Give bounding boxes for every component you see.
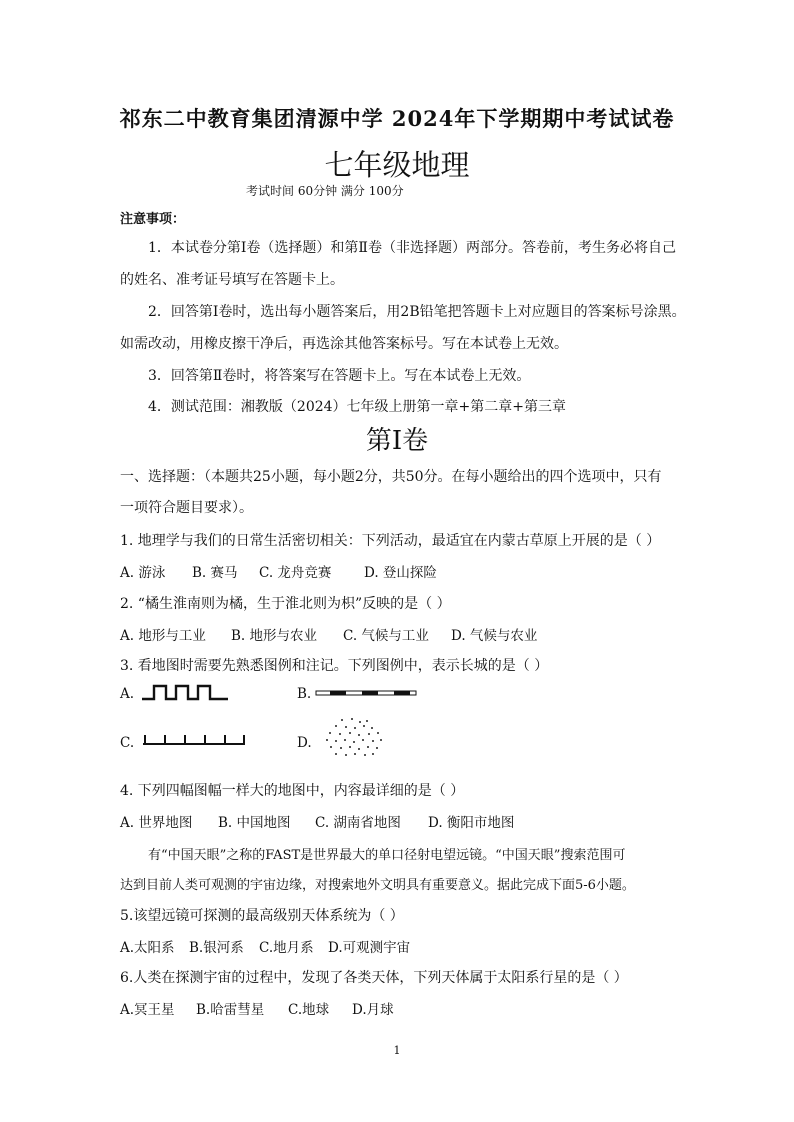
page-number: 1 bbox=[393, 1044, 401, 1057]
question-2-stem: 2. “橘生淮南则为橘，生于淮北则为枳”反映的是（ ） bbox=[120, 596, 451, 612]
exam-title: 祁东二中教育集团清源中学 2024年下学期期中考试试卷 bbox=[119, 106, 675, 131]
question-1-stem: 1. 地理学与我们的日常生活密切相关：下列活动，最适宜在内蒙古草原上开展的是（ ） bbox=[120, 533, 661, 549]
notice-line-4: 如需改动，用橡皮擦干净后，再选涂其他答案标号。写在本试卷上无效。 bbox=[120, 336, 568, 352]
question-2-option-a: A. 地形与工业 bbox=[120, 628, 206, 644]
question-2-option-d: D. 气候与农业 bbox=[451, 628, 538, 644]
question-2-option-c: C. 气候与工业 bbox=[343, 628, 429, 644]
notice-line-5: 3．回答第Ⅱ卷时，将答案写在答题卡上。写在本试卷上无效。 bbox=[148, 368, 531, 384]
exam-info: 考试时间 60分钟 满分 100分 bbox=[246, 184, 404, 198]
question-4-option-b: B. 中国地图 bbox=[218, 815, 291, 831]
question-3-option-a: A. bbox=[120, 686, 135, 702]
notice-heading: 注意事项： bbox=[120, 212, 186, 227]
section-intro-line-1: 一、选择题：（本题共25小题，每小题2分，共50分。在每小题给出的四个选项中，只有 bbox=[120, 469, 662, 485]
question-1-option-c: C. 龙舟竞赛 bbox=[259, 565, 332, 581]
passage-line-2: 达到目前人类可观测的宇宙边缘，对搜索地外文明具有重要意义。据此完成下面5-6小题。 bbox=[120, 878, 635, 893]
notice-line-1: 1．本试卷分第Ⅰ卷（选择题）和第Ⅱ卷（非选择题）两部分。答卷前，考生务必将自己 bbox=[148, 240, 676, 256]
question-1-option-b: B. 赛马 bbox=[192, 565, 238, 581]
question-3-option-b: B. bbox=[297, 686, 312, 702]
question-3-stem: 3. 看地图时需要先熟悉图例和注记。下列图例中，表示长城的是（ ） bbox=[120, 658, 549, 674]
passage-line-1: 有“中国天眼”之称的FAST是世界最大的单口径射电望远镜。“中国天眼”搜索范围可 bbox=[148, 848, 626, 863]
question-5-stem: 5.该望远镜可探测的最高级别天体系统为（ ） bbox=[120, 908, 404, 924]
question-4-option-a: A. 世界地图 bbox=[120, 815, 193, 831]
question-5-option-a: A.太阳系 bbox=[120, 940, 175, 956]
question-3-option-d: D. bbox=[297, 735, 312, 751]
volume-title: 第Ⅰ卷 bbox=[365, 426, 429, 456]
question-4-stem: 4. 下列四幅图幅一样大的地图中，内容最详细的是（ ） bbox=[120, 783, 465, 799]
question-6-option-a: A.冥王星 bbox=[120, 1002, 175, 1018]
question-4-option-c: C. 湖南省地图 bbox=[315, 815, 401, 831]
question-6-option-b: B.哈雷彗星 bbox=[196, 1002, 265, 1018]
great-wall-symbol-icon bbox=[142, 682, 230, 702]
question-5-option-b: B.银河系 bbox=[189, 940, 244, 956]
question-5-option-c: C.地月系 bbox=[259, 940, 314, 956]
question-1-option-d: D. 登山探险 bbox=[364, 565, 437, 581]
question-6-stem: 6.人类在探测宇宙的过程中，发现了各类天体，下列天体属于太阳系行星的是（ ） bbox=[120, 970, 628, 986]
subject-title: 七年级地理 bbox=[324, 148, 470, 182]
notice-line-3: 2．回答第Ⅰ卷时，选出每小题答案后，用2B铅笔把答题卡上对应题目的答案标号涂黑。 bbox=[148, 304, 686, 320]
section-intro-line-2: 一项符合题目要求）。 bbox=[120, 500, 253, 516]
question-2-option-b: B. 地形与农业 bbox=[231, 628, 318, 644]
question-3-option-c: C. bbox=[120, 735, 135, 751]
question-6-option-d: D.月球 bbox=[352, 1002, 394, 1018]
railway-symbol-icon bbox=[316, 688, 418, 698]
question-1-option-a: A. 游泳 bbox=[120, 565, 166, 581]
question-6-option-c: C.地球 bbox=[288, 1002, 330, 1018]
question-5-option-d: D.可观测宇宙 bbox=[328, 940, 411, 956]
desert-symbol-icon bbox=[322, 716, 386, 760]
boundary-symbol-icon bbox=[143, 732, 247, 746]
notice-line-2: 的姓名、准考证号填写在答题卡上。 bbox=[120, 272, 344, 288]
question-4-option-d: D. 衡阳市地图 bbox=[428, 815, 515, 831]
notice-line-6: 4．测试范围：湘教版（2024）七年级上册第一章+第二章+第三章 bbox=[148, 399, 566, 415]
